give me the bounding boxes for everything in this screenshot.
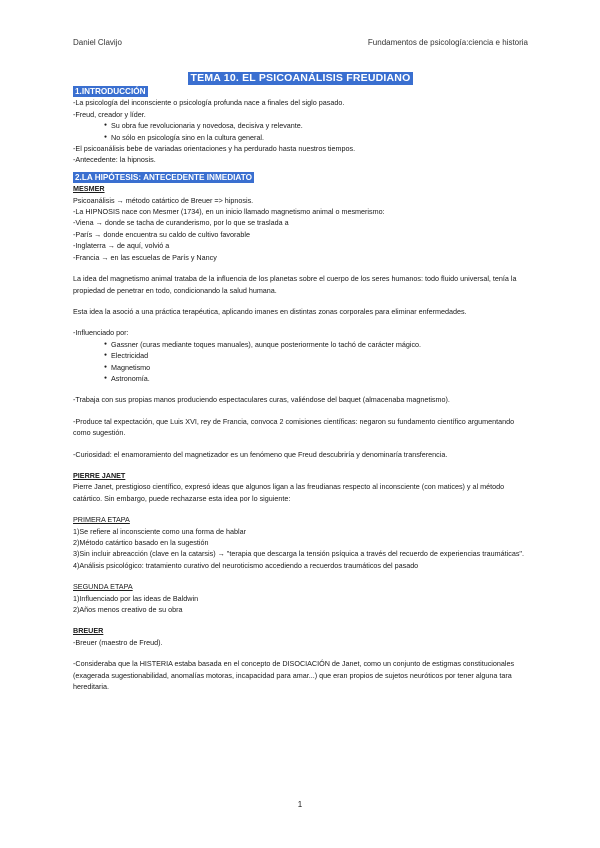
text-line: -Antecedente: la hipnosis. bbox=[73, 155, 156, 165]
subheading-janet: PIERRE JANET bbox=[73, 470, 126, 480]
bullet-item: ● No sólo en psicología sino en la cultura general. bbox=[73, 132, 528, 143]
text-line: -París → donde encuentra su caldo de cultivo favorable bbox=[73, 229, 250, 239]
paragraph: -Curiosidad: el enamoramiento del magnetizador es un fenómeno que Freud descubriría y denominaría transferencia. bbox=[73, 449, 448, 459]
text-line: -Breuer (maestro de Freud). bbox=[73, 637, 163, 647]
document-body bbox=[73, 72, 528, 692]
paragraph: Esta idea la asoció a una práctica terapéutica, aplicando imanes en distintas zonas corporales para eliminar enfermedades. bbox=[73, 306, 467, 316]
text-line: -Influenciado por: bbox=[73, 328, 129, 338]
paragraph: Pierre Janet, prestigioso científico, expresó ideas que algunos ligan a las freudianas respecto al inconsciente (con matices) y al método catártico. Sin embargo, puede rechazarse esta idea por lo siguiente: bbox=[73, 482, 505, 503]
subheading-breuer: BREUER bbox=[73, 626, 104, 636]
text-line: -Freud, creador y líder. bbox=[73, 109, 146, 119]
paragraph: -Produce tal expectación, que Luis XVI, rey de Francia, convoca 2 comisiones científicas: negaron su fundamento científico argumentando como sugestión. bbox=[73, 416, 515, 438]
section-heading-hypothesis: 2.LA HIPÓTESIS: ANTECEDENTE INMEDIATO bbox=[75, 172, 252, 182]
header-author: Daniel Clavijo bbox=[73, 38, 122, 47]
bullet-item: ● Magnetismo bbox=[73, 362, 528, 373]
text-line: -Francia → en las escuelas de París y Nancy bbox=[73, 252, 217, 262]
subheading-stage-1: PRIMERA ETAPA bbox=[73, 515, 130, 525]
list-item: 2)Método catártico basado en la sugestión bbox=[73, 538, 209, 547]
bullet-item: ● Astronomía. bbox=[73, 373, 528, 384]
text-line: -Viena → donde se tacha de curanderismo, por lo que se traslada a bbox=[73, 218, 289, 228]
list-item: 1)Influenciado por las ideas de Baldwin bbox=[73, 593, 199, 603]
list-item: 3)Sin incluir abreacción (clave en la catarsis) → "terapia que descarga la tensión psíquica a través del recuerdo de experiencias traumáticas". bbox=[73, 549, 524, 559]
text-line: -Inglaterra → de aquí, volvió a bbox=[73, 241, 170, 251]
list-item: 4)Análisis psicológico: tratamiento curativo del neuroticismo accediendo a recuerdos traumáticos del pasado bbox=[73, 560, 419, 570]
subheading-mesmer: MESMER bbox=[73, 184, 105, 194]
paragraph: La idea del magnetismo animal trataba de la influencia de los planetas sobre el cuerpo de los seres humanos: todo fluido universal, tenía la propiedad de penetrar en todo, condicionando la salud humana. bbox=[73, 274, 517, 295]
subheading-stage-2: SEGUNDA ETAPA bbox=[73, 582, 133, 592]
paragraph: -Consideraba que la HISTERIA estaba basada en el concepto de DISOCIACIÓN de Janet, como un conjunto de estigmas constitucionales (exagerada sugestionabilidad, anomalías motoras, incapacidad para amar...) que eran propios de sujetos neuróticos por tener alguna tara hereditaria. bbox=[73, 659, 515, 692]
bullet-item: ● Su obra fue revolucionaria y novedosa, decisiva y relevante. bbox=[73, 120, 528, 131]
text-line: -La HIPNOSIS nace con Mesmer (1734), en un inicio llamado magnetismo animal o mesmerismo: bbox=[73, 207, 385, 217]
list-item: 2)Años menos creativo de su obra bbox=[73, 605, 183, 615]
header-subject: Fundamentos de psicología:ciencia e historia bbox=[367, 38, 528, 47]
text-line: -La psicología del inconsciente o psicología profunda nace a finales del siglo pasado. bbox=[73, 98, 345, 108]
bullet-item: ● Electricidad bbox=[73, 350, 528, 361]
paragraph: -Trabaja con sus propias manos produciendo espectaculares curas, valiéndose del baquet (almacenaba magnetismo). bbox=[73, 395, 450, 405]
bullet-item: ● Gassner (curas mediante toques manuales), aunque posteriormente lo tachó de carácter mágico. bbox=[73, 339, 528, 350]
section-heading-intro: 1.INTRODUCCIÓN bbox=[75, 87, 146, 96]
list-item: 1)Se refiere al inconsciente como una forma de hablar bbox=[73, 526, 246, 536]
page-number: 1 bbox=[297, 800, 303, 809]
text-line: -El psicoanálisis bebe de variadas orientaciones y ha perdurado hasta nuestros tiempos. bbox=[73, 144, 356, 154]
text-line: Psicoanálisis → método catártico de Breuer => hipnosis. bbox=[73, 195, 254, 205]
document-title: TEMA 10. EL PSICOANÁLISIS FREUDIANO bbox=[188, 72, 414, 85]
